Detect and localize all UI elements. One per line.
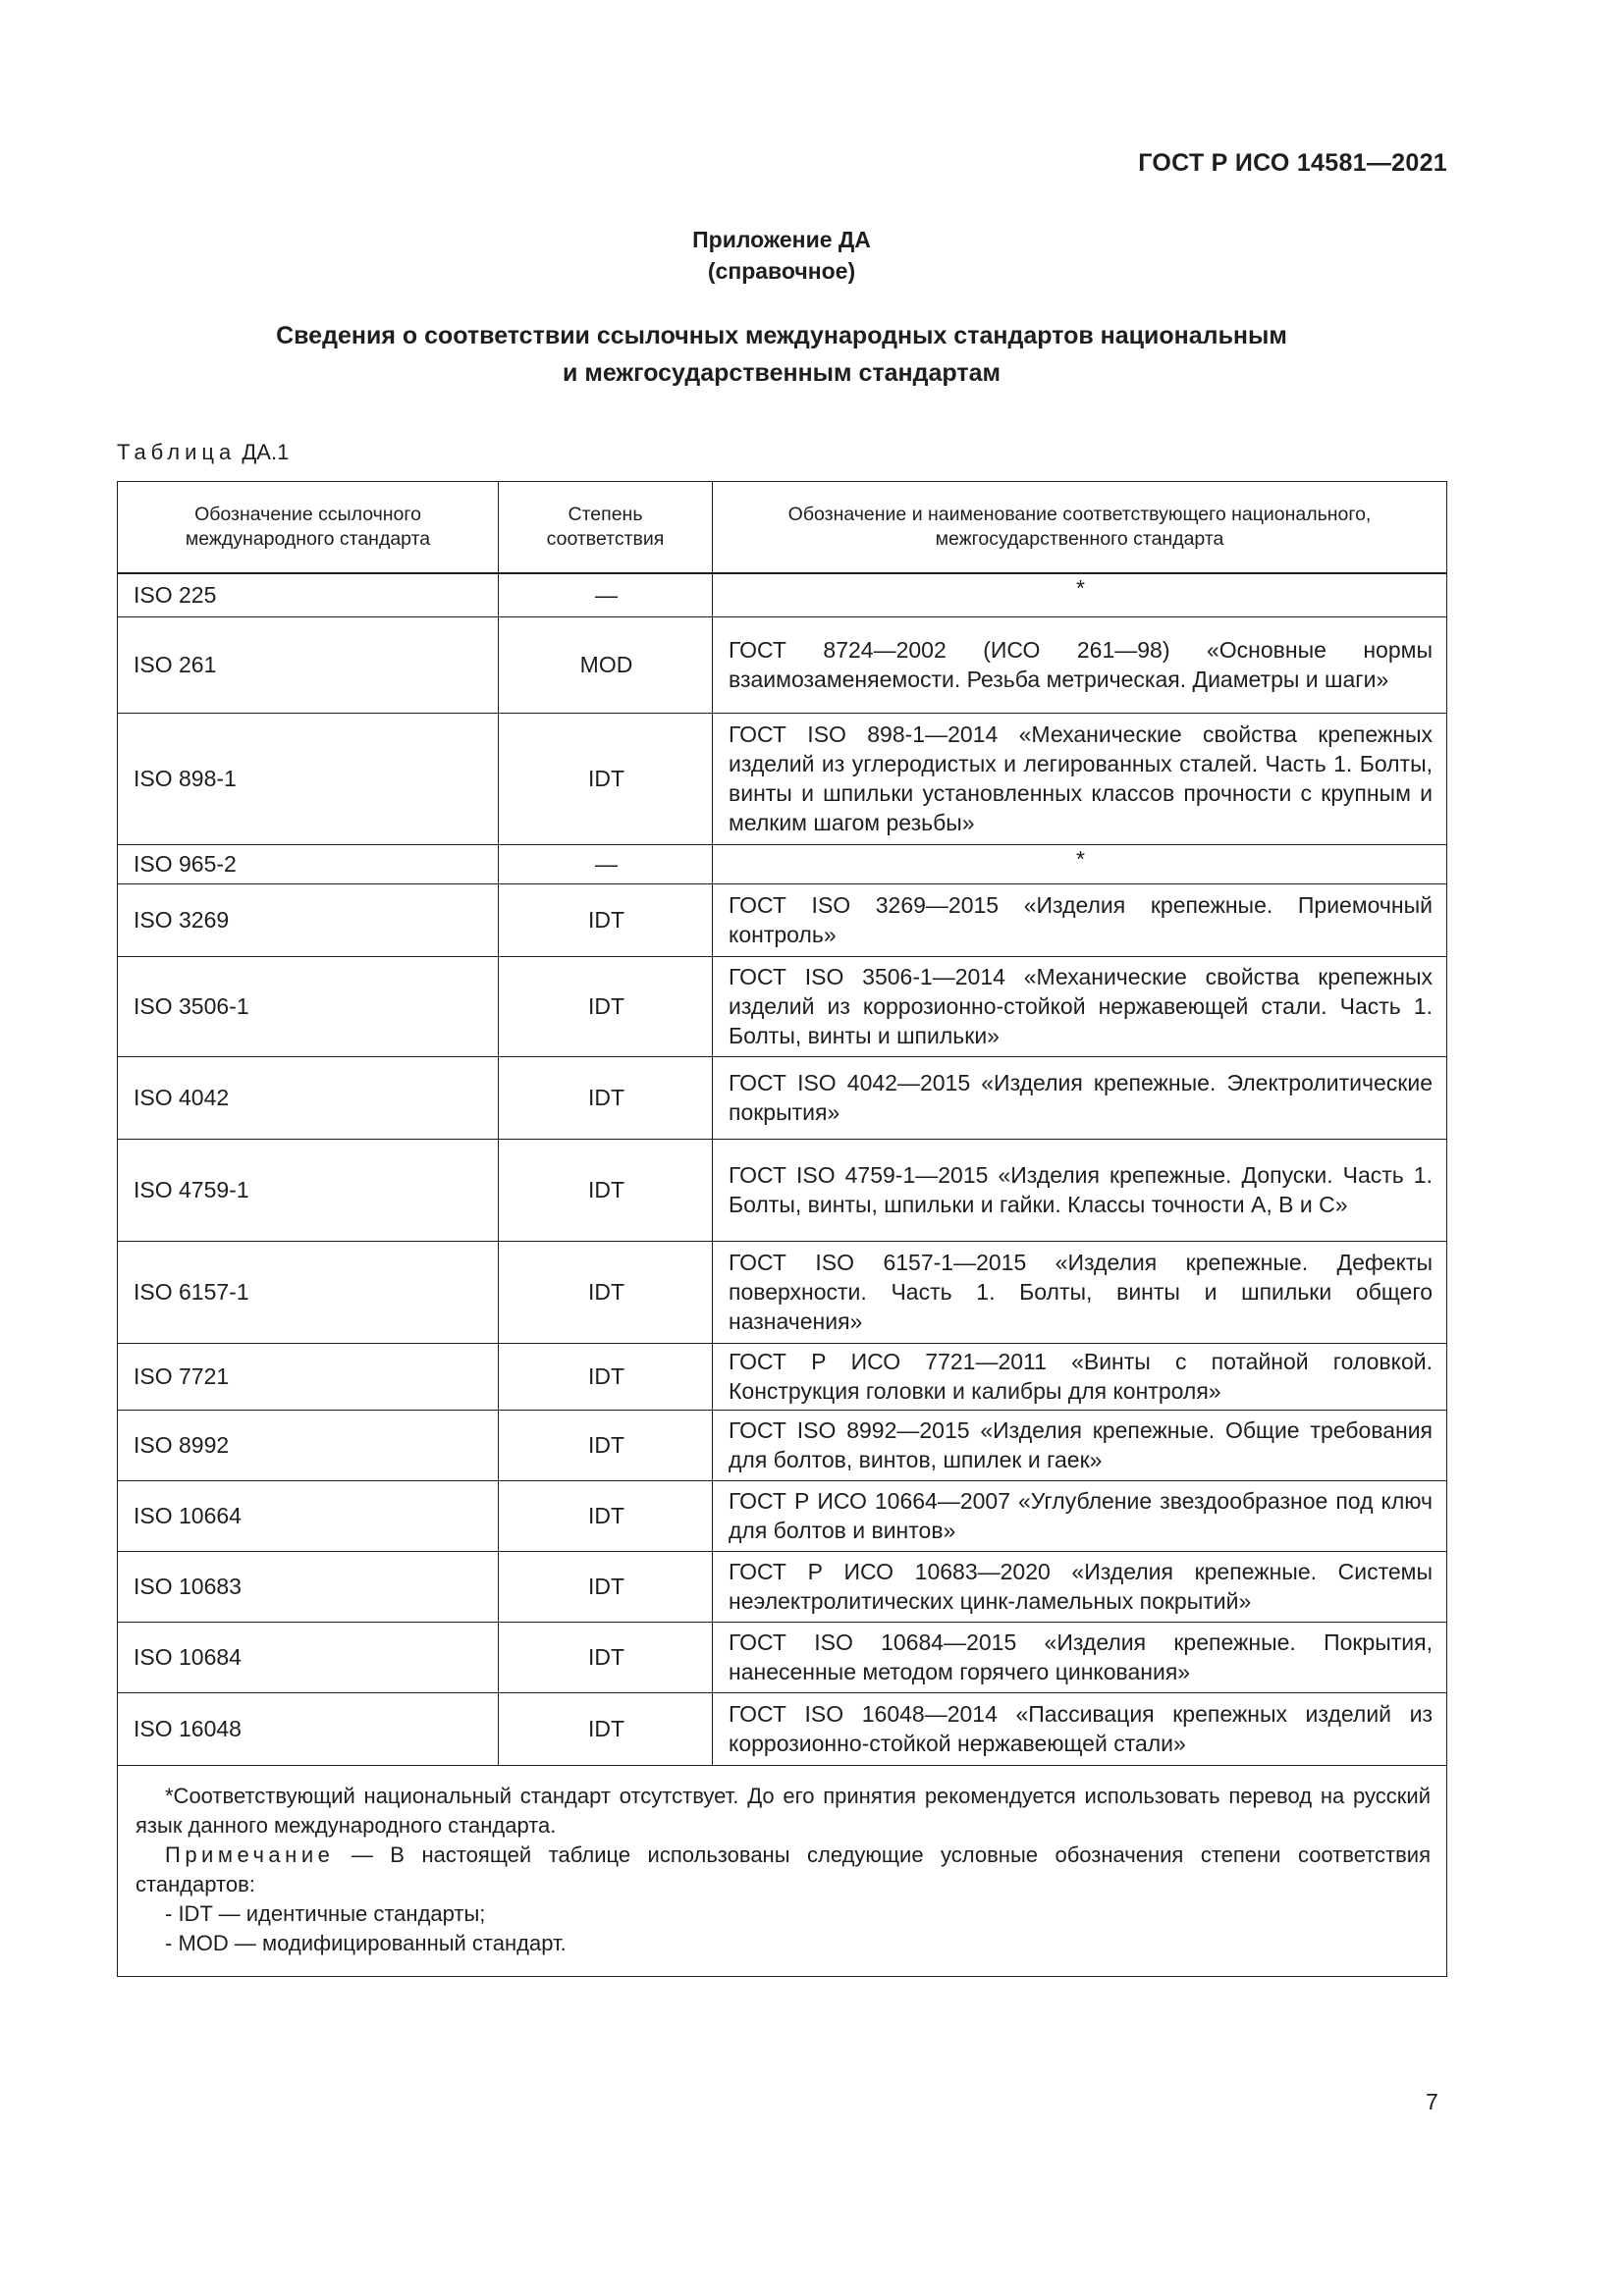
- national-cell: ГОСТ ISO 3269—2015 «Изделия крепежные. Приемочный контроль»: [713, 883, 1447, 956]
- reference-cell: ISO 3506-1: [118, 956, 499, 1056]
- table-row: [118, 1551, 1447, 1622]
- national-cell: ГОСТ ISO 4042—2015 «Изделия крепежные. Электролитические покрытия»: [713, 1056, 1447, 1139]
- table-row: [118, 844, 1447, 883]
- reference-cell: ISO 4042: [118, 1056, 499, 1139]
- national-cell: ГОСТ ISO 6157-1—2015 «Изделия крепежные. Дефекты поверхности. Часть 1. Болты, винты и шпильки общего назначения»: [713, 1241, 1447, 1343]
- page-number: 7: [1426, 2089, 1438, 2114]
- degree-cell: IDT: [499, 883, 713, 956]
- national-cell: ГОСТ Р ИСО 10683—2020 «Изделия крепежные. Системы неэлектролитических цинк-ламельных покрытий»: [713, 1551, 1447, 1622]
- degree-cell: IDT: [499, 1139, 713, 1241]
- national-cell: ГОСТ ISO 16048—2014 «Пассивация крепежных изделий из коррозионно-стойкой нержавеющей стали»: [713, 1692, 1447, 1765]
- table-caption-number: ДА.1: [242, 440, 290, 464]
- table-row: [118, 616, 1447, 713]
- table-header-row: [118, 482, 1447, 574]
- correspondence-table: [117, 481, 1447, 1977]
- table-row: [118, 956, 1447, 1056]
- appendix-heading: [0, 224, 1563, 287]
- column-header-degree: Степень соответствия: [499, 482, 713, 574]
- national-cell: ГОСТ ISO 3506-1—2014 «Механические свойства крепежных изделий из коррозионно-стойкой нержавеющей стали. Часть 1. Болты, винты и шпильки»: [713, 956, 1447, 1056]
- degree-cell: IDT: [499, 1056, 713, 1139]
- national-cell: ГОСТ 8724—2002 (ИСО 261—98) «Основные нормы взаимозаменяемости. Резьба метрическая. Диаметры и шаги»: [713, 616, 1447, 713]
- degree-cell: IDT: [499, 1410, 713, 1480]
- appendix-kind: (справочное): [707, 258, 856, 284]
- table-row: [118, 883, 1447, 956]
- national-cell: ГОСТ ISO 898-1—2014 «Механические свойства крепежных изделий из углеродистых и легированных сталей. Часть 1. Болты, винты и шпильки установленных классов прочности с крупным и мелким шагом резьбы»: [713, 713, 1447, 844]
- note-item-idt: - IDT — идентичные стандарты;: [165, 1900, 486, 1926]
- table-row: [118, 1692, 1447, 1765]
- reference-cell: ISO 965-2: [118, 844, 499, 883]
- degree-cell: IDT: [499, 1622, 713, 1692]
- table-row: [118, 713, 1447, 844]
- national-cell: ГОСТ Р ИСО 7721—2011 «Винты с потайной головкой. Конструкция головки и калибры для контроля»: [713, 1343, 1447, 1410]
- reference-cell: ISO 10683: [118, 1551, 499, 1622]
- table-row: [118, 1139, 1447, 1241]
- degree-cell: IDT: [499, 713, 713, 844]
- appendix-title: [0, 317, 1563, 392]
- note-item-mod: - MOD — модифицированный стандарт.: [165, 1930, 567, 1955]
- reference-cell: ISO 8992: [118, 1410, 499, 1480]
- reference-cell: ISO 7721: [118, 1343, 499, 1410]
- reference-cell: ISO 10684: [118, 1622, 499, 1692]
- national-cell: *: [713, 573, 1447, 616]
- degree-cell: IDT: [499, 1343, 713, 1410]
- footnote-text: *Соответствующий национальный стандарт отсутствует. До его принятия рекомендуется использовать перевод на русский язык данного международного стандарта.: [135, 1783, 1431, 1838]
- appendix-title-line-2: и межгосударственным стандартам: [563, 359, 1001, 387]
- reference-cell: ISO 261: [118, 616, 499, 713]
- table-caption: [117, 440, 289, 465]
- note-text: — В настоящей таблице использованы следующие условные обозначения степени соответствия стандартов:: [135, 1842, 1431, 1896]
- degree-cell: IDT: [499, 1480, 713, 1551]
- table-row: [118, 1343, 1447, 1410]
- table-row: [118, 1241, 1447, 1343]
- column-header-reference: Обозначение ссылочного международного стандарта: [118, 482, 499, 574]
- reference-cell: ISO 3269: [118, 883, 499, 956]
- national-cell: ГОСТ ISO 10684—2015 «Изделия крепежные. Покрытия, нанесенные методом горячего цинкования»: [713, 1622, 1447, 1692]
- national-cell: *: [713, 844, 1447, 883]
- degree-cell: MOD: [499, 616, 713, 713]
- table-row: [118, 1622, 1447, 1692]
- table-row: [118, 1480, 1447, 1551]
- reference-cell: ISO 898-1: [118, 713, 499, 844]
- appendix-label: Приложение ДА: [692, 227, 871, 252]
- table-row: [118, 1410, 1447, 1480]
- degree-cell: —: [499, 844, 713, 883]
- table-row: [118, 573, 1447, 616]
- national-cell: ГОСТ ISO 8992—2015 «Изделия крепежные. Общие требования для болтов, винтов, шпилек и гаек»: [713, 1410, 1447, 1480]
- national-cell: ГОСТ ISO 4759-1—2015 «Изделия крепежные. Допуски. Часть 1. Болты, винты, шпильки и гайки. Классы точности A, B и C»: [713, 1139, 1447, 1241]
- table-row: [118, 1056, 1447, 1139]
- degree-cell: —: [499, 573, 713, 616]
- note-paragraph: [135, 1841, 1431, 1899]
- reference-cell: ISO 16048: [118, 1692, 499, 1765]
- appendix-title-line-1: Сведения о соответствии ссылочных международных стандартов национальным: [276, 322, 1287, 349]
- degree-cell: IDT: [499, 1692, 713, 1765]
- degree-cell: IDT: [499, 956, 713, 1056]
- table-caption-word: Таблица: [117, 440, 237, 464]
- reference-cell: ISO 4759-1: [118, 1139, 499, 1241]
- reference-cell: ISO 225: [118, 573, 499, 616]
- table-footer-row: [118, 1765, 1447, 1976]
- reference-cell: ISO 6157-1: [118, 1241, 499, 1343]
- table-notes: [118, 1765, 1447, 1976]
- note-label: Примечание: [165, 1842, 335, 1867]
- national-cell: ГОСТ Р ИСО 10664—2007 «Углубление звездообразное под ключ для болтов и винтов»: [713, 1480, 1447, 1551]
- document-code: ГОСТ Р ИСО 14581—2021: [1138, 149, 1447, 177]
- column-header-national: Обозначение и наименование соответствующего национального, межгосударственного стандарта: [713, 482, 1447, 574]
- degree-cell: IDT: [499, 1551, 713, 1622]
- degree-cell: IDT: [499, 1241, 713, 1343]
- reference-cell: ISO 10664: [118, 1480, 499, 1551]
